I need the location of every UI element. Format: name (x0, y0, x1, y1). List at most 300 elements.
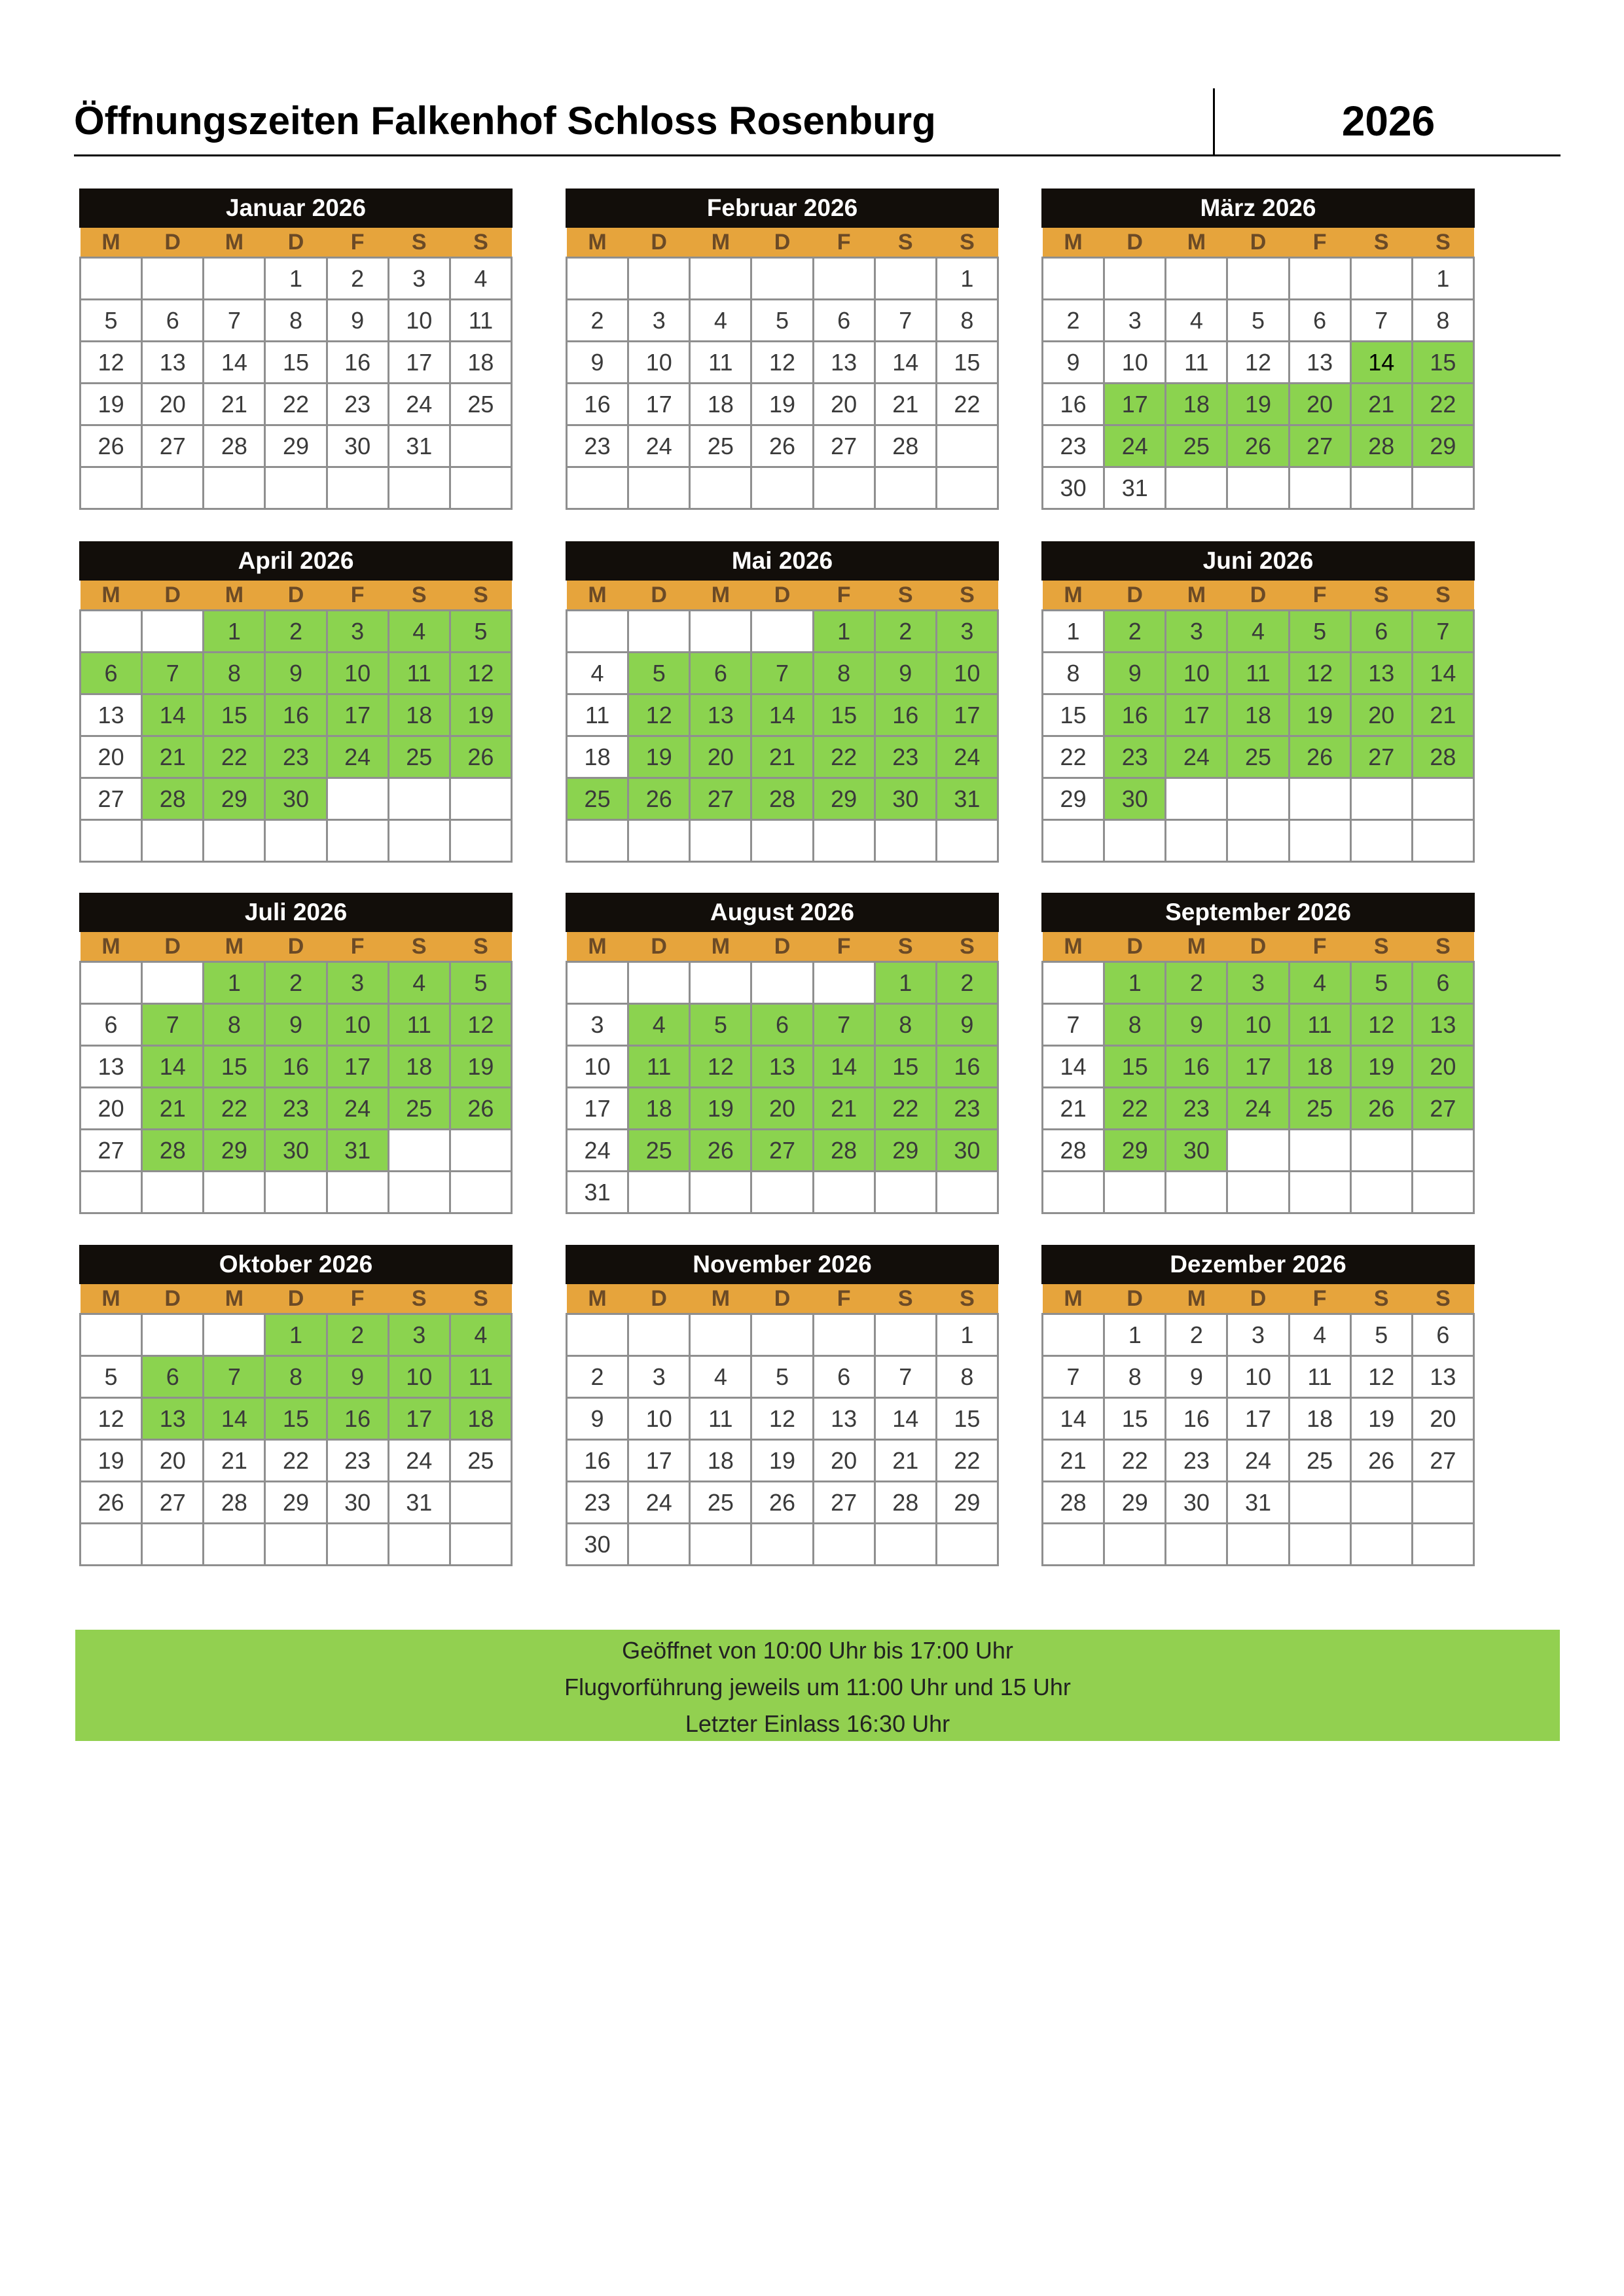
day-cell: 23 (875, 736, 936, 778)
empty-cell (1350, 258, 1412, 300)
month-grid (566, 581, 999, 863)
empty-cell (690, 962, 751, 1004)
day-cell: 10 (327, 1004, 388, 1046)
day-cell: 22 (1043, 736, 1104, 778)
day-cell: 6 (813, 1356, 875, 1398)
week-row (81, 611, 512, 653)
weekday-label: D (751, 228, 813, 258)
weekday-label: D (628, 228, 690, 258)
empty-cell (875, 467, 936, 509)
day-cell: 7 (1412, 611, 1473, 653)
empty-cell (1166, 778, 1227, 820)
empty-cell (936, 1172, 998, 1213)
empty-cell (204, 467, 265, 509)
month-calendar (566, 893, 999, 1214)
day-cell: 15 (813, 694, 875, 736)
empty-cell (936, 1524, 998, 1566)
day-cell: 2 (567, 1356, 628, 1398)
weekday-label: D (265, 932, 327, 962)
empty-cell (567, 1314, 628, 1356)
month-calendar (1041, 188, 1475, 510)
weekday-label: M (204, 228, 265, 258)
day-cell: 26 (1289, 736, 1350, 778)
day-cell: 16 (327, 1398, 388, 1440)
day-cell: 6 (142, 300, 204, 342)
day-cell: 9 (1166, 1356, 1227, 1398)
empty-cell (813, 258, 875, 300)
day-cell: 27 (1350, 736, 1412, 778)
day-cell: 7 (875, 300, 936, 342)
day-cell: 8 (265, 1356, 327, 1398)
month-calendar (1041, 541, 1475, 863)
day-cell: 23 (265, 736, 327, 778)
empty-cell (1350, 1172, 1412, 1213)
empty-cell (690, 820, 751, 862)
day-cell: 4 (690, 1356, 751, 1398)
day-cell: 10 (1104, 342, 1166, 384)
month-grid (79, 1284, 513, 1566)
day-cell: 6 (1412, 962, 1473, 1004)
day-cell: 28 (142, 1130, 204, 1172)
day-cell: 2 (936, 962, 998, 1004)
day-cell: 29 (936, 1482, 998, 1524)
day-cell: 12 (450, 653, 511, 694)
day-cell: 30 (567, 1524, 628, 1566)
week-row (1043, 736, 1474, 778)
weekday-label: S (450, 932, 511, 962)
weekday-label: S (1412, 1284, 1473, 1314)
week-row (567, 1482, 998, 1524)
day-cell: 24 (1227, 1088, 1289, 1130)
day-cell: 16 (265, 694, 327, 736)
weekday-label: D (142, 228, 204, 258)
month-grid (1041, 581, 1475, 863)
day-cell: 18 (1227, 694, 1289, 736)
week-row (81, 1398, 512, 1440)
day-cell: 10 (388, 1356, 450, 1398)
empty-cell (327, 467, 388, 509)
day-cell: 13 (813, 1398, 875, 1440)
day-cell: 5 (1350, 962, 1412, 1004)
day-cell: 23 (1104, 736, 1166, 778)
day-cell: 12 (690, 1046, 751, 1088)
empty-cell (450, 425, 511, 467)
day-cell: 10 (327, 653, 388, 694)
empty-cell (1227, 778, 1289, 820)
day-cell: 17 (567, 1088, 628, 1130)
day-cell: 16 (1166, 1398, 1227, 1440)
week-row (81, 342, 512, 384)
day-cell: 1 (265, 1314, 327, 1356)
day-cell: 11 (450, 1356, 511, 1398)
empty-cell (388, 1524, 450, 1566)
day-cell: 5 (1227, 300, 1289, 342)
week-row (567, 1088, 998, 1130)
week-row (1043, 1356, 1474, 1398)
day-cell: 9 (265, 653, 327, 694)
empty-cell (388, 778, 450, 820)
day-cell: 5 (81, 1356, 142, 1398)
day-cell: 26 (1350, 1088, 1412, 1130)
weekday-label: F (1289, 228, 1350, 258)
month-grid (1041, 1284, 1475, 1566)
weekday-label: M (567, 932, 628, 962)
day-cell: 4 (450, 1314, 511, 1356)
day-cell: 29 (1104, 1130, 1166, 1172)
weekday-label: M (81, 581, 142, 611)
day-cell: 14 (142, 694, 204, 736)
weekday-label: S (450, 1284, 511, 1314)
empty-cell (875, 1172, 936, 1213)
weekday-label: S (1350, 581, 1412, 611)
day-cell: 2 (265, 611, 327, 653)
empty-cell (1227, 258, 1289, 300)
day-cell: 3 (628, 300, 690, 342)
empty-cell (81, 1314, 142, 1356)
week-row (81, 1004, 512, 1046)
weekday-label: S (936, 581, 998, 611)
week-row (1043, 425, 1474, 467)
day-cell: 3 (1104, 300, 1166, 342)
day-cell: 6 (142, 1356, 204, 1398)
day-cell: 28 (1043, 1482, 1104, 1524)
day-cell: 9 (1043, 342, 1104, 384)
weekday-label: F (1289, 581, 1350, 611)
day-cell: 23 (1166, 1440, 1227, 1482)
day-cell: 3 (567, 1004, 628, 1046)
weekday-row (1043, 228, 1474, 258)
day-cell: 14 (751, 694, 813, 736)
week-row (81, 425, 512, 467)
week-row (1043, 653, 1474, 694)
day-cell: 27 (142, 1482, 204, 1524)
empty-cell (81, 258, 142, 300)
day-cell: 5 (1350, 1314, 1412, 1356)
day-cell: 15 (265, 342, 327, 384)
day-cell: 2 (875, 611, 936, 653)
day-cell: 17 (1227, 1398, 1289, 1440)
empty-cell (690, 1524, 751, 1566)
week-row (567, 1440, 998, 1482)
month-grid (1041, 228, 1475, 510)
day-cell: 16 (567, 384, 628, 425)
week-row (81, 1046, 512, 1088)
empty-cell (875, 1314, 936, 1356)
opening-hours-text: Geöffnet von 10:00 Uhr bis 17:00 Uhr (622, 1637, 1013, 1664)
weekday-label: S (450, 581, 511, 611)
empty-cell (875, 258, 936, 300)
day-cell: 11 (1289, 1356, 1350, 1398)
day-cell: 22 (204, 736, 265, 778)
day-cell: 21 (875, 1440, 936, 1482)
empty-cell (81, 820, 142, 862)
day-cell: 22 (265, 1440, 327, 1482)
day-cell: 27 (1412, 1440, 1473, 1482)
day-cell: 28 (875, 1482, 936, 1524)
month-grid (79, 228, 513, 510)
day-cell: 27 (690, 778, 751, 820)
day-cell: 24 (327, 1088, 388, 1130)
day-cell: 16 (936, 1046, 998, 1088)
day-cell: 9 (567, 1398, 628, 1440)
week-row (81, 300, 512, 342)
day-cell: 20 (1412, 1398, 1473, 1440)
day-cell: 17 (388, 1398, 450, 1440)
day-cell: 23 (1043, 425, 1104, 467)
empty-cell (628, 1524, 690, 1566)
weekday-label: D (1104, 581, 1166, 611)
day-cell: 20 (142, 384, 204, 425)
empty-cell (1166, 1172, 1227, 1213)
day-cell: 13 (813, 342, 875, 384)
day-cell: 22 (1412, 384, 1473, 425)
day-cell: 25 (690, 425, 751, 467)
day-cell: 1 (1412, 258, 1473, 300)
day-cell: 10 (936, 653, 998, 694)
month-grid (1041, 932, 1475, 1214)
empty-cell (1412, 1172, 1473, 1213)
empty-cell (1412, 467, 1473, 509)
empty-cell (450, 1172, 511, 1213)
day-cell: 15 (1412, 342, 1473, 384)
day-cell: 3 (1227, 962, 1289, 1004)
empty-cell (813, 1524, 875, 1566)
day-cell: 11 (1289, 1004, 1350, 1046)
day-cell: 8 (1043, 653, 1104, 694)
week-row (81, 962, 512, 1004)
week-row (1043, 384, 1474, 425)
day-cell: 16 (1043, 384, 1104, 425)
day-cell: 12 (1350, 1356, 1412, 1398)
day-cell: 3 (388, 1314, 450, 1356)
day-cell: 25 (690, 1482, 751, 1524)
day-cell: 17 (327, 694, 388, 736)
day-cell: 22 (813, 736, 875, 778)
empty-cell (142, 1314, 204, 1356)
day-cell: 27 (142, 425, 204, 467)
day-cell: 7 (875, 1356, 936, 1398)
empty-cell (936, 425, 998, 467)
day-cell: 20 (813, 1440, 875, 1482)
weekday-label: D (1227, 581, 1289, 611)
month-title: Oktober 2026 (79, 1245, 513, 1284)
day-cell: 9 (1166, 1004, 1227, 1046)
day-cell: 1 (875, 962, 936, 1004)
day-cell: 11 (567, 694, 628, 736)
day-cell: 23 (567, 425, 628, 467)
day-cell: 29 (813, 778, 875, 820)
day-cell: 29 (1104, 1482, 1166, 1524)
week-row (81, 736, 512, 778)
day-cell: 22 (265, 384, 327, 425)
empty-cell (142, 1172, 204, 1213)
month-grid (566, 932, 999, 1214)
day-cell: 20 (142, 1440, 204, 1482)
day-cell: 6 (1289, 300, 1350, 342)
day-cell: 19 (1289, 694, 1350, 736)
day-cell: 14 (1043, 1398, 1104, 1440)
week-row (1043, 300, 1474, 342)
empty-cell (751, 1524, 813, 1566)
weekday-label: D (142, 581, 204, 611)
day-cell: 15 (936, 342, 998, 384)
day-cell: 28 (751, 778, 813, 820)
month-title: Mai 2026 (566, 541, 999, 581)
day-cell: 14 (1043, 1046, 1104, 1088)
day-cell: 18 (690, 384, 751, 425)
day-cell: 7 (204, 300, 265, 342)
weekday-label: F (1289, 932, 1350, 962)
empty-cell (265, 820, 327, 862)
day-cell: 7 (204, 1356, 265, 1398)
opening-info-box (75, 1630, 1560, 1741)
day-cell: 3 (327, 962, 388, 1004)
day-cell: 13 (1289, 342, 1350, 384)
month-title: Juli 2026 (79, 893, 513, 932)
page-year: 2026 (1341, 98, 1435, 145)
day-cell: 5 (751, 1356, 813, 1398)
day-cell: 22 (1104, 1440, 1166, 1482)
weekday-label: F (813, 932, 875, 962)
day-cell: 4 (450, 258, 511, 300)
day-cell: 19 (450, 1046, 511, 1088)
empty-cell (265, 467, 327, 509)
week-row (81, 384, 512, 425)
empty-cell (936, 820, 998, 862)
day-cell: 16 (875, 694, 936, 736)
day-cell: 27 (813, 1482, 875, 1524)
weekday-label: D (142, 932, 204, 962)
month-grid (566, 228, 999, 510)
empty-cell (751, 258, 813, 300)
day-cell: 24 (388, 384, 450, 425)
weekday-label: D (1104, 228, 1166, 258)
empty-cell (751, 962, 813, 1004)
empty-cell (142, 467, 204, 509)
day-cell: 18 (1166, 384, 1227, 425)
day-cell: 30 (1104, 778, 1166, 820)
empty-cell (690, 611, 751, 653)
day-cell: 19 (751, 1440, 813, 1482)
day-cell: 6 (1412, 1314, 1473, 1356)
day-cell: 20 (690, 736, 751, 778)
weekday-label: F (1289, 1284, 1350, 1314)
week-row (567, 611, 998, 653)
week-row (567, 425, 998, 467)
week-row (1043, 611, 1474, 653)
empty-cell (388, 467, 450, 509)
day-cell: 7 (142, 653, 204, 694)
day-cell: 30 (327, 425, 388, 467)
month-calendar (1041, 1245, 1475, 1566)
day-cell: 14 (813, 1046, 875, 1088)
week-row (567, 1046, 998, 1088)
week-row (81, 1524, 512, 1566)
empty-cell (1350, 1130, 1412, 1172)
day-cell: 4 (1289, 1314, 1350, 1356)
day-cell: 7 (1043, 1004, 1104, 1046)
day-cell: 19 (690, 1088, 751, 1130)
weekday-row (567, 1284, 998, 1314)
day-cell: 17 (1104, 384, 1166, 425)
empty-cell (813, 1172, 875, 1213)
weekday-label: S (1350, 932, 1412, 962)
week-row (81, 258, 512, 300)
weekday-label: F (813, 228, 875, 258)
day-cell: 20 (813, 384, 875, 425)
day-cell: 12 (450, 1004, 511, 1046)
weekday-label: D (1227, 228, 1289, 258)
weekday-label: F (813, 581, 875, 611)
day-cell: 5 (628, 653, 690, 694)
month-title: Dezember 2026 (1041, 1245, 1475, 1284)
empty-cell (1104, 1524, 1166, 1566)
week-row (1043, 1130, 1474, 1172)
week-row (1043, 962, 1474, 1004)
empty-cell (142, 611, 204, 653)
day-cell: 24 (1227, 1440, 1289, 1482)
empty-cell (628, 820, 690, 862)
empty-cell (813, 1314, 875, 1356)
day-cell: 8 (936, 1356, 998, 1398)
week-row (81, 1314, 512, 1356)
day-cell: 12 (751, 342, 813, 384)
day-cell: 16 (265, 1046, 327, 1088)
empty-cell (628, 962, 690, 1004)
month-calendar (79, 541, 513, 863)
day-cell: 4 (388, 962, 450, 1004)
day-cell: 6 (1350, 611, 1412, 653)
day-cell: 10 (1227, 1004, 1289, 1046)
day-cell: 25 (450, 384, 511, 425)
week-row (1043, 1046, 1474, 1088)
week-row (1043, 1314, 1474, 1356)
week-row (567, 300, 998, 342)
week-row (567, 778, 998, 820)
empty-cell (690, 467, 751, 509)
empty-cell (327, 778, 388, 820)
day-cell: 21 (142, 1088, 204, 1130)
month-title: April 2026 (79, 541, 513, 581)
weekday-label: D (628, 1284, 690, 1314)
month-calendar (566, 1245, 999, 1566)
day-cell: 2 (327, 1314, 388, 1356)
empty-cell (567, 820, 628, 862)
empty-cell (1166, 467, 1227, 509)
day-cell: 25 (628, 1130, 690, 1172)
week-row (1043, 1172, 1474, 1213)
week-row (81, 1130, 512, 1172)
weekday-label: D (628, 932, 690, 962)
day-cell: 31 (388, 425, 450, 467)
empty-cell (327, 1172, 388, 1213)
day-cell: 12 (1289, 653, 1350, 694)
day-cell: 15 (1104, 1398, 1166, 1440)
day-cell: 18 (690, 1440, 751, 1482)
day-cell: 3 (388, 258, 450, 300)
day-cell: 6 (690, 653, 751, 694)
day-cell: 17 (327, 1046, 388, 1088)
empty-cell (751, 1314, 813, 1356)
empty-cell (388, 1130, 450, 1172)
empty-cell (204, 1172, 265, 1213)
day-cell: 18 (1289, 1398, 1350, 1440)
day-cell: 16 (1104, 694, 1166, 736)
empty-cell (1412, 1130, 1473, 1172)
week-row (1043, 1398, 1474, 1440)
empty-cell (1412, 778, 1473, 820)
day-cell: 11 (1166, 342, 1227, 384)
